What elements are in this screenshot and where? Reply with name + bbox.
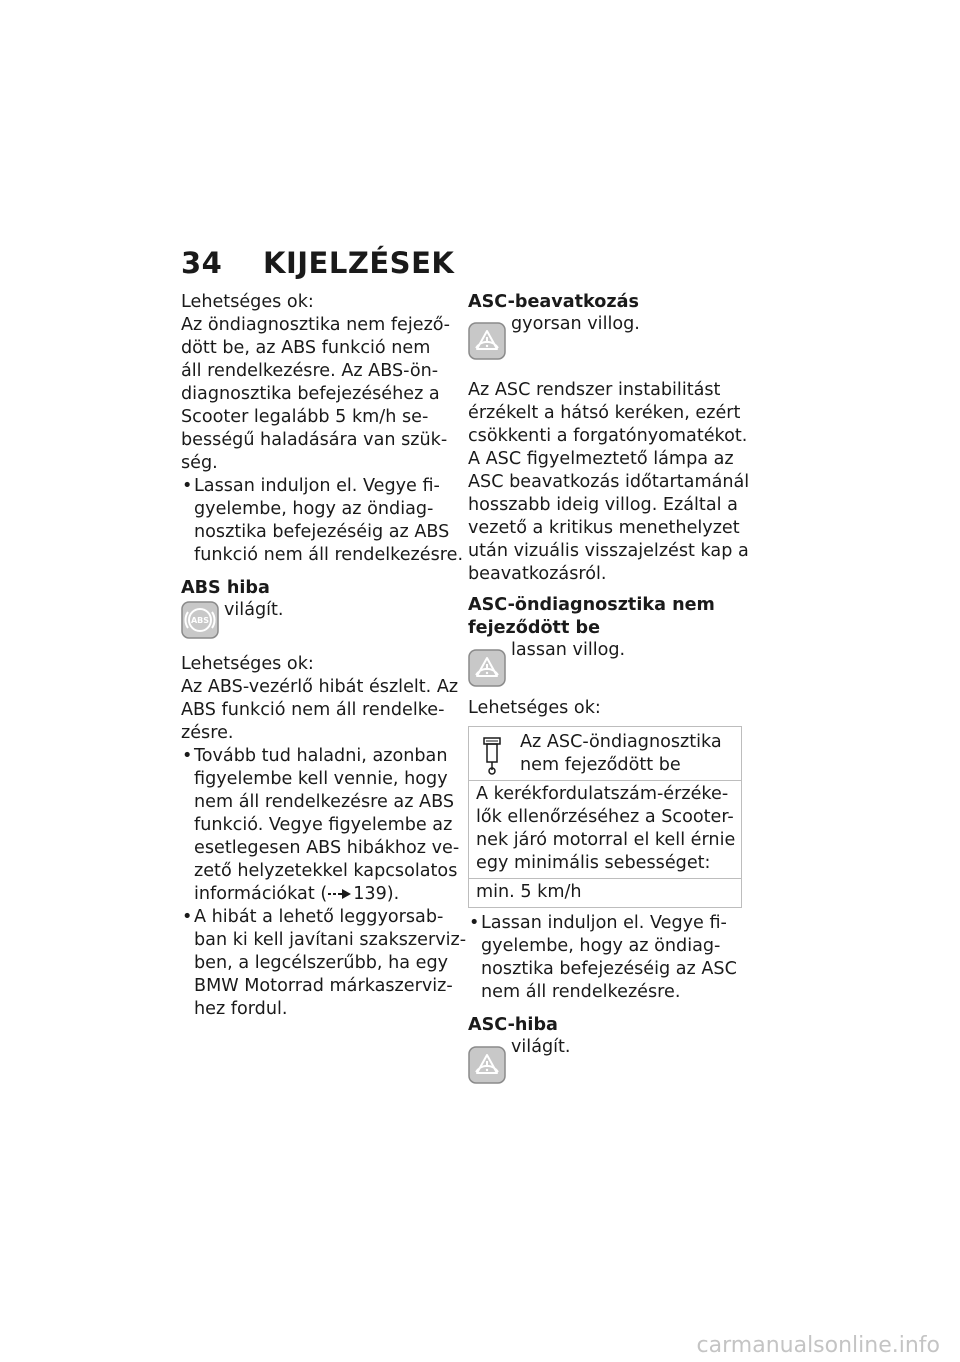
- bullet-line: funkció nem áll rendelkezésre.: [194, 545, 464, 565]
- asc-intervention-paragraph: [468, 379, 750, 586]
- abs-bullet-continue-riding: [181, 745, 460, 906]
- asc-selfdiag-table: [468, 726, 742, 908]
- bullet-line: ban ki kell javítani szakszerviz-: [194, 930, 467, 950]
- note-line: nem fejeződött be: [520, 755, 681, 775]
- page-number: 34: [181, 246, 223, 280]
- asc-selfdiag-indicator: [468, 641, 736, 687]
- asc-intervention-indicator: [468, 315, 736, 361]
- bullet-line: esetlegesen ABS hibákhoz ve-: [194, 838, 460, 858]
- intro-line: ség.: [181, 453, 218, 473]
- bullet-line: Tovább tud haladni, azonban: [194, 746, 448, 766]
- bullet-line: funkció. Vegye figyelembe az: [194, 815, 453, 835]
- asc-warning-lamp-icon: [468, 322, 506, 360]
- asc-fault-heading: ASC-hiba: [468, 1015, 558, 1035]
- page-reference-line: [194, 883, 449, 906]
- paragraph-line: hosszabb ideig villog. Ezáltal a: [468, 495, 738, 515]
- min-speed-cell: min. 5 km/h: [469, 879, 742, 908]
- bullet-line: hez fordul.: [194, 999, 288, 1019]
- bullet-dot: •: [469, 913, 480, 933]
- asc-intervention-lamp-status: gyorsan villog.: [511, 314, 640, 334]
- table-line: egy minimális sebességet:: [476, 853, 711, 873]
- bullet-line: nem áll rendelkezésre.: [481, 982, 681, 1002]
- page-reference-arrow-icon: [327, 888, 353, 900]
- intro-paragraph: [181, 314, 449, 475]
- intro-line: diagnosztika befejezéséhez a: [181, 384, 440, 404]
- page-header: [181, 246, 454, 280]
- paragraph-line: után vizuális visszajelzést kap a: [468, 541, 749, 561]
- table-row: [469, 727, 742, 781]
- bullet-line: A hibát a lehető leggyorsab-: [194, 907, 444, 927]
- abs-cause-line: ABS funkció nem áll rendelke-: [181, 700, 445, 720]
- bullet-line: nosztika befejezéséig az ABS: [194, 522, 450, 542]
- bullet-line: BMW Motorrad márkaszerviz-: [194, 976, 453, 996]
- heading-line: ASC-öndiagnosztika nem: [468, 595, 715, 615]
- paragraph-line: beavatkozásról.: [468, 564, 607, 584]
- right-column: [468, 291, 750, 1090]
- paragraph-line: Az ASC rendszer instabilitást: [468, 380, 721, 400]
- paragraph-line: ASC beavatkozás időtartamánál: [468, 472, 750, 492]
- svg-text:ABS: ABS: [190, 616, 210, 625]
- bullet-line: figyelembe kell vennie, hogy: [194, 769, 448, 789]
- asc-intervention-heading: ASC-beavatkozás: [468, 292, 639, 312]
- ref-suffix: ).: [386, 884, 400, 904]
- abs-fault-indicator: [181, 601, 449, 647]
- asc-selfdiag-lamp-status: lassan villog.: [511, 640, 626, 660]
- bullet-line: gyelembe, hogy az öndiag-: [481, 936, 721, 956]
- abs-lamp-status: világít.: [224, 600, 284, 620]
- intro-bullet: [181, 475, 464, 567]
- asc-fault-lamp-icon: [468, 1046, 506, 1084]
- asc-fault-lamp-status: világít.: [511, 1037, 571, 1057]
- table-line: nek járó motorral el kell érnie: [476, 830, 736, 850]
- paragraph-line: A ASC figyelmeztető lámpa az: [468, 449, 734, 469]
- bullet-dot: •: [182, 746, 193, 766]
- abs-fault-heading: ABS hiba: [181, 578, 270, 598]
- intro-cause-label: Lehetséges ok:: [181, 292, 314, 312]
- bullet-line: ben, a legcélszerűbb, ha egy: [194, 953, 449, 973]
- abs-cause-label: Lehetséges ok:: [181, 654, 314, 674]
- abs-cause-line: zésre.: [181, 723, 234, 743]
- intro-line: Az öndiagnosztika nem fejező-: [181, 315, 450, 335]
- intro-line: dött be, az ABS funkció nem: [181, 338, 431, 358]
- asc-selfdiag-heading: [468, 594, 736, 640]
- abs-cause-line: Az ABS-vezérlő hibát észlelt. Az: [181, 677, 459, 697]
- bullet-line: nosztika befejezéséig az ASC: [481, 959, 737, 979]
- paragraph-line: vezető a kritikus menethelyzet: [468, 518, 740, 538]
- watermark: carmanualsonline.info: [696, 1333, 940, 1358]
- intro-line: áll rendelkezésre. Az ABS-ön-: [181, 361, 439, 381]
- abs-warning-lamp-icon: [181, 601, 219, 639]
- bullet-dot: •: [182, 907, 193, 927]
- abs-bullet-repair: [181, 906, 467, 1021]
- asc-cause-label: Lehetséges ok:: [468, 698, 601, 718]
- heading-line: fejeződött be: [468, 618, 601, 638]
- bullet-line: nem áll rendelkezésre az ABS: [194, 792, 455, 812]
- note-line: Az ASC-öndiagnosztika: [520, 732, 722, 752]
- paragraph-line: csökkenti a forgatónyomatékot.: [468, 426, 748, 446]
- asc-selfdiag-bullet: [468, 912, 736, 1004]
- table-line: lők ellenőrzéséhez a Scooter-: [476, 807, 734, 827]
- requirement-cell: [469, 781, 742, 879]
- page-title: KIJELZÉSEK: [263, 246, 455, 280]
- note-cell: [469, 727, 742, 781]
- bullet-line: gyelembe, hogy az öndiag-: [194, 499, 434, 519]
- table-row: [469, 879, 742, 908]
- table-line: A kerékfordulatszám-érzéke-: [476, 784, 729, 804]
- bullet-line: zető helyzetekkel kapcsolatos: [194, 861, 458, 881]
- bullet-line: Lassan induljon el. Vegye fi-: [481, 913, 727, 933]
- bullet-dot: •: [182, 476, 193, 496]
- engine-piston-icon: [481, 737, 503, 775]
- ref-page-link[interactable]: 139: [353, 884, 387, 904]
- intro-line: bességű haladására van szük-: [181, 430, 448, 450]
- table-row: [469, 781, 742, 879]
- asc-selfdiag-lamp-icon: [468, 649, 506, 687]
- intro-line: Scooter legalább 5 km/h se-: [181, 407, 429, 427]
- ref-prefix: információkat (: [194, 884, 328, 904]
- left-column: [181, 291, 467, 1021]
- bullet-line: Lassan induljon el. Vegye fi-: [194, 476, 440, 496]
- note-text: [520, 731, 722, 777]
- abs-cause-paragraph: [181, 676, 459, 745]
- paragraph-line: érzékelt a hátsó keréken, ezért: [468, 403, 741, 423]
- asc-fault-indicator: [468, 1038, 736, 1084]
